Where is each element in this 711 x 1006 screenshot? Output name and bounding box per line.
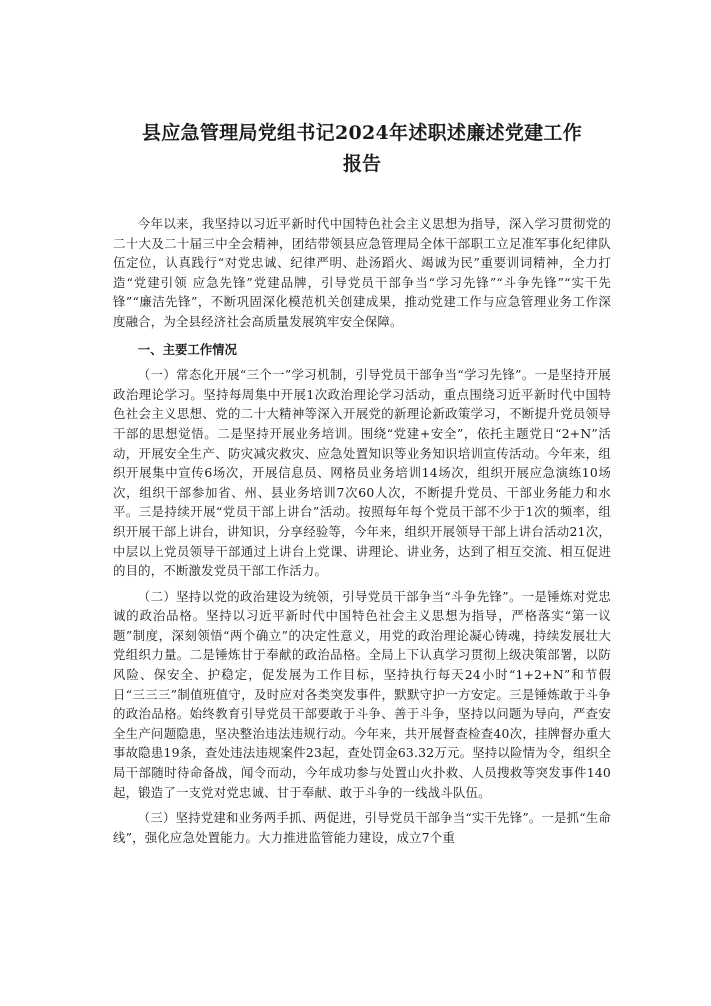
section-heading: 一、主要工作情况 — [137, 341, 237, 357]
paragraph-action-pioneer: （三）坚持党建和业务两手抓、两促进，引导党员干部争当“实干先锋”。一是抓“生命线”，强化应急处置能力。大力推进监管能力建设，成立7个重 — [113, 810, 611, 845]
paragraph-study-pioneer: （一）常态化开展“三个一”学习机制，引导党员干部争当“学习先锋”。一是坚持开展政治理论学习。坚持每周集中开展1次政治理论学习活动，重点围绕习近平新时代中国特色社会主义思想、党的二十大精神等深入开展党的新理论新政策学习，不断提升党员领导干部的思想觉悟。二是坚持开展业务培训。围绕“党建+安全”，依托主题党日“2+N”活动，开展安全生产、防灾减灾救灾、应急处置知识等业务知识培训宣传活动。今年来，组织开展集中宣传6场次，开展信息员、网格员业务培训14场次，组织开展应急演练10场次，组织干部参加省、州、县业务培训7次60人次，不断提升党员、干部业务能力和水平。三是持续开展“党员干部上讲台”活动。按照每年每个党员干部不少于1次的频率，组织开展干部上讲台，讲知识，分享经验等，今年来，组织开展领导干部上讲台活动21次，中层以上党员领导干部通过上讲台上党课、讲理论、讲业务，达到了相互交流、相互促进的目的，不断激发党员干部工作活力。 — [113, 367, 611, 579]
document-title-continued: 报告 — [342, 153, 381, 175]
intro-paragraph: 今年以来，我坚持以习近平新时代中国特色社会主义思想为指导，深入学习贯彻党的二十大及二十届三中全会精神，团结带领县应急管理局全体干部职工立足准军事化纪律队伍定位，认真践行“对党忠诚、纪律严明、赴汤蹈火、竭诚为民”重要训词精神，全力打造“党建引领 应急先锋”党建品牌，引导党员干部争当“学习先锋”“斗争先锋”“实干先锋”“廉洁先锋”，不断巩固深化模范机关创建成果，推动党建工作与应急管理业务工作深度融合，为全县经济社会高质量发展筑牢安全保障。 — [113, 216, 611, 329]
document-title: 县应急管理局党组书记2024年述职述廉述党建工作 — [141, 122, 583, 144]
paragraph-struggle-pioneer: （二）坚持以党的政治建设为统领，引导党员干部争当“斗争先锋”。一是锤炼对党忠诚的政治品格。坚持以习近平新时代中国特色社会主义思想为指导，严格落实“第一议题”制度，深刻领悟“两个确立”的决定性意义，用党的政治理论凝心铸魂，持续发展壮大党组织力量。二是锤炼甘于奉献的政治品格。全局上下认真学习贯彻上级决策部署，以防风险、保安全、护稳定，促发展为工作目标，坚持执行每天24小时“1+2+N”和节假日“三三三”制值班值守，及时应对各类突发事件，默默守护一方安定。三是锤炼敢于斗争的政治品格。始终教育引导党员干部要敢于斗争、善于斗争，坚持以问题为导向，严查安全生产问题隐患，坚决整治违法违规行动。今年来，共开展督查检查40次，挂牌督办重大事故隐患19条，查处违法违规案件23起，查处罚金63.32万元。坚持以险情为令，组织全局干部随时待命备战，闻令而动，今年成功参与处置山火扑救、人员搜救等突发事件140起，锻造了一支党对党忠诚、甘于奉献、敢于斗争的一线战斗队伍。 — [113, 588, 611, 800]
